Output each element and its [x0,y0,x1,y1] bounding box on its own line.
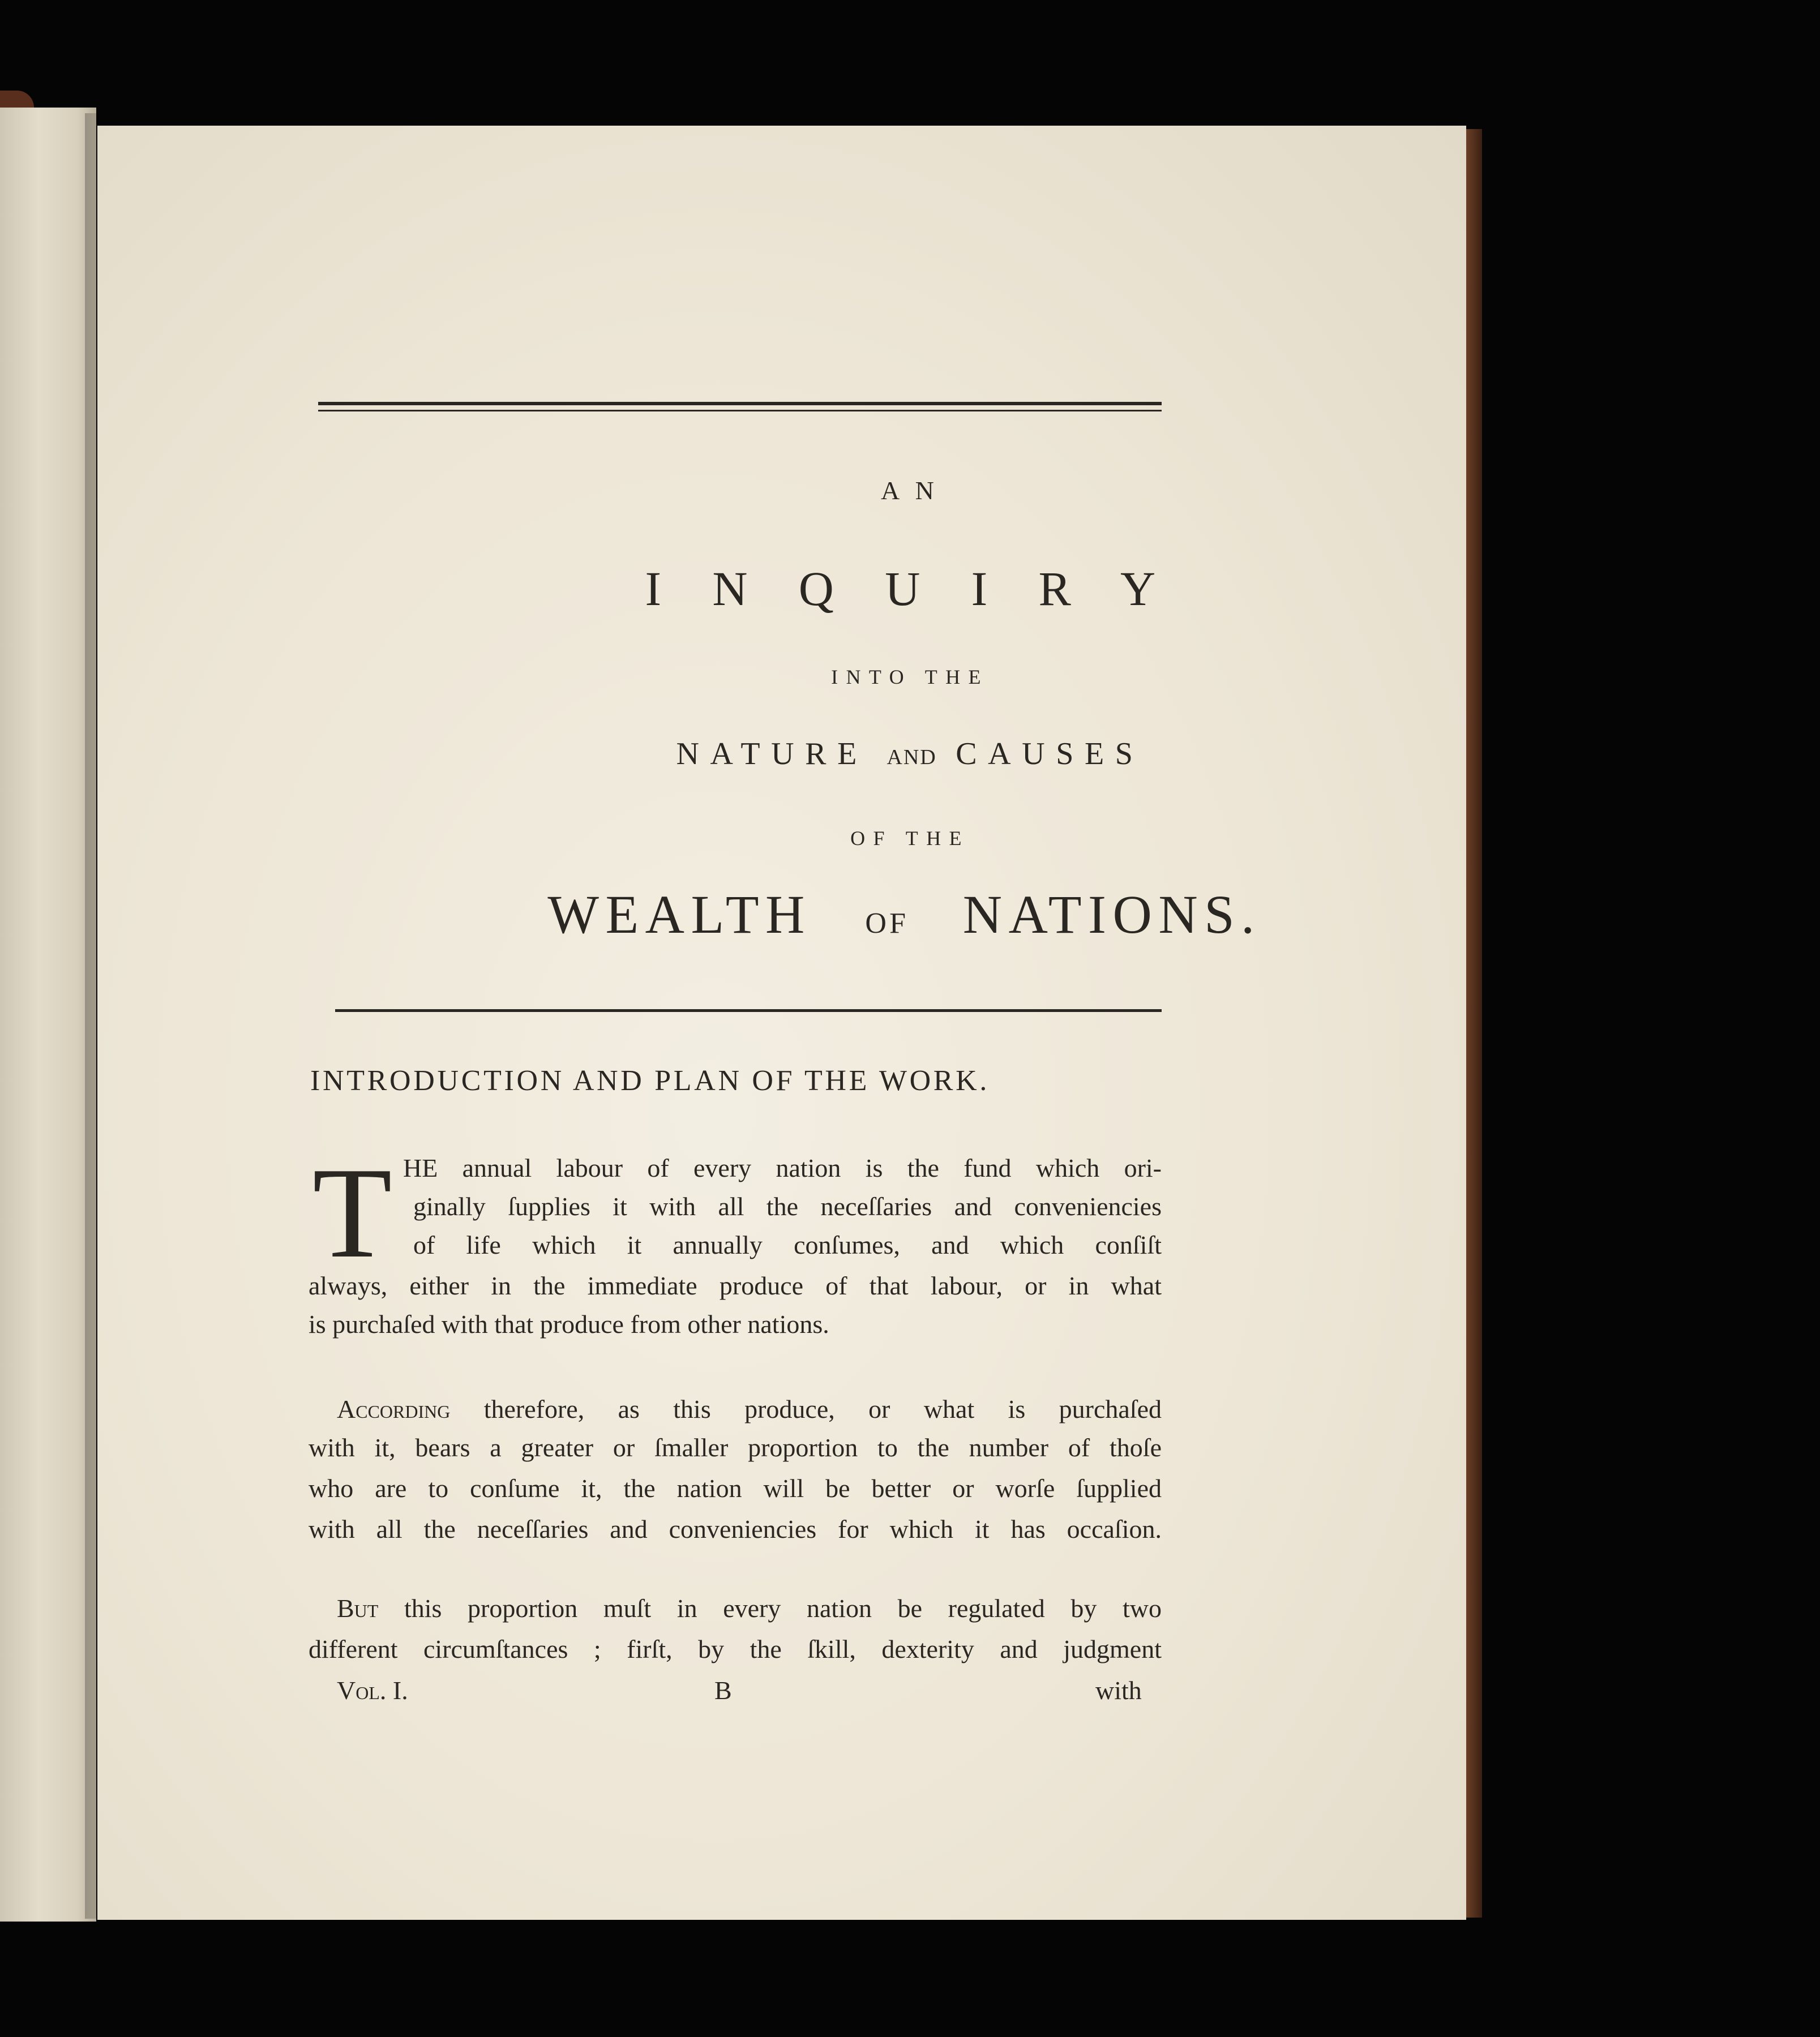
paragraph3-line-1 [337,1593,1162,1623]
title-nature: NATURE [676,736,868,771]
drop-cap: T [312,1140,392,1285]
paragraph2-line-4: with all the neceſſaries and conveniencies for which it has occaſion. [309,1515,1162,1543]
section-heading: INTRODUCTION AND PLAN OF THE WORK. [310,1065,990,1097]
paragraph1-line-4: always, either in the immediate produce of that labour, or in what [309,1271,1162,1300]
title-causes: CAUSES [956,736,1144,771]
title-an: A N [880,476,939,505]
paragraph1-line-2: ginally ſupplies it with all the neceſſaries and conveniencies [413,1192,1162,1221]
paragraph3-lead-word: But [337,1594,379,1623]
paragraph3-line-1-text: this proportion muſt in every nation be regulated by two [404,1594,1162,1623]
title-bottom-rule [335,1009,1162,1012]
left-page-edge [0,108,96,1922]
paragraph2-line-1 [337,1394,1162,1424]
paragraph2-line-2: with it, bears a greater or ſmaller proportion to the number of thoſe [309,1433,1162,1462]
title-of: OF [865,907,909,940]
paragraph1-line-3: of life which it annually conſumes, and which conſiſt [413,1230,1162,1259]
book-cover-edge [1466,129,1482,1918]
paragraph1-line-1: HE annual labour of every nation is the fund which ori- [403,1153,1162,1182]
title-and: AND [887,745,937,769]
paragraph2-line-3: who are to conſume it, the nation will be better or worſe ſupplied [309,1474,1162,1503]
title-nations: NATIONS. [962,884,1261,945]
title-nature-and-causes [0,736,1820,772]
paragraph2-line-1-text: therefore, as this produce, or what is purchaſed [483,1395,1162,1423]
footer-signature: B [714,1676,732,1705]
paragraph3-line-2: different circumſtances ; firſt, by the ſkill, dexterity and judgment [309,1635,1162,1663]
title-wealth-of-nations [0,883,1814,946]
title-inquiry: I N Q U I R Y [645,561,1175,616]
title-wealth: WEALTH [547,884,811,945]
paragraph2-lead-word: According [337,1395,451,1423]
paragraph1-line-5: is purchaſed with that produce from other nations. [309,1310,829,1339]
title-top-rule-thin [318,410,1162,411]
title-of-the: OF THE [850,827,970,850]
footer-volume: Vol. I. [337,1676,408,1705]
title-into-the: INTO THE [831,666,989,688]
title-top-rule-thick [318,402,1162,405]
footer-catchword: with [1095,1676,1142,1705]
